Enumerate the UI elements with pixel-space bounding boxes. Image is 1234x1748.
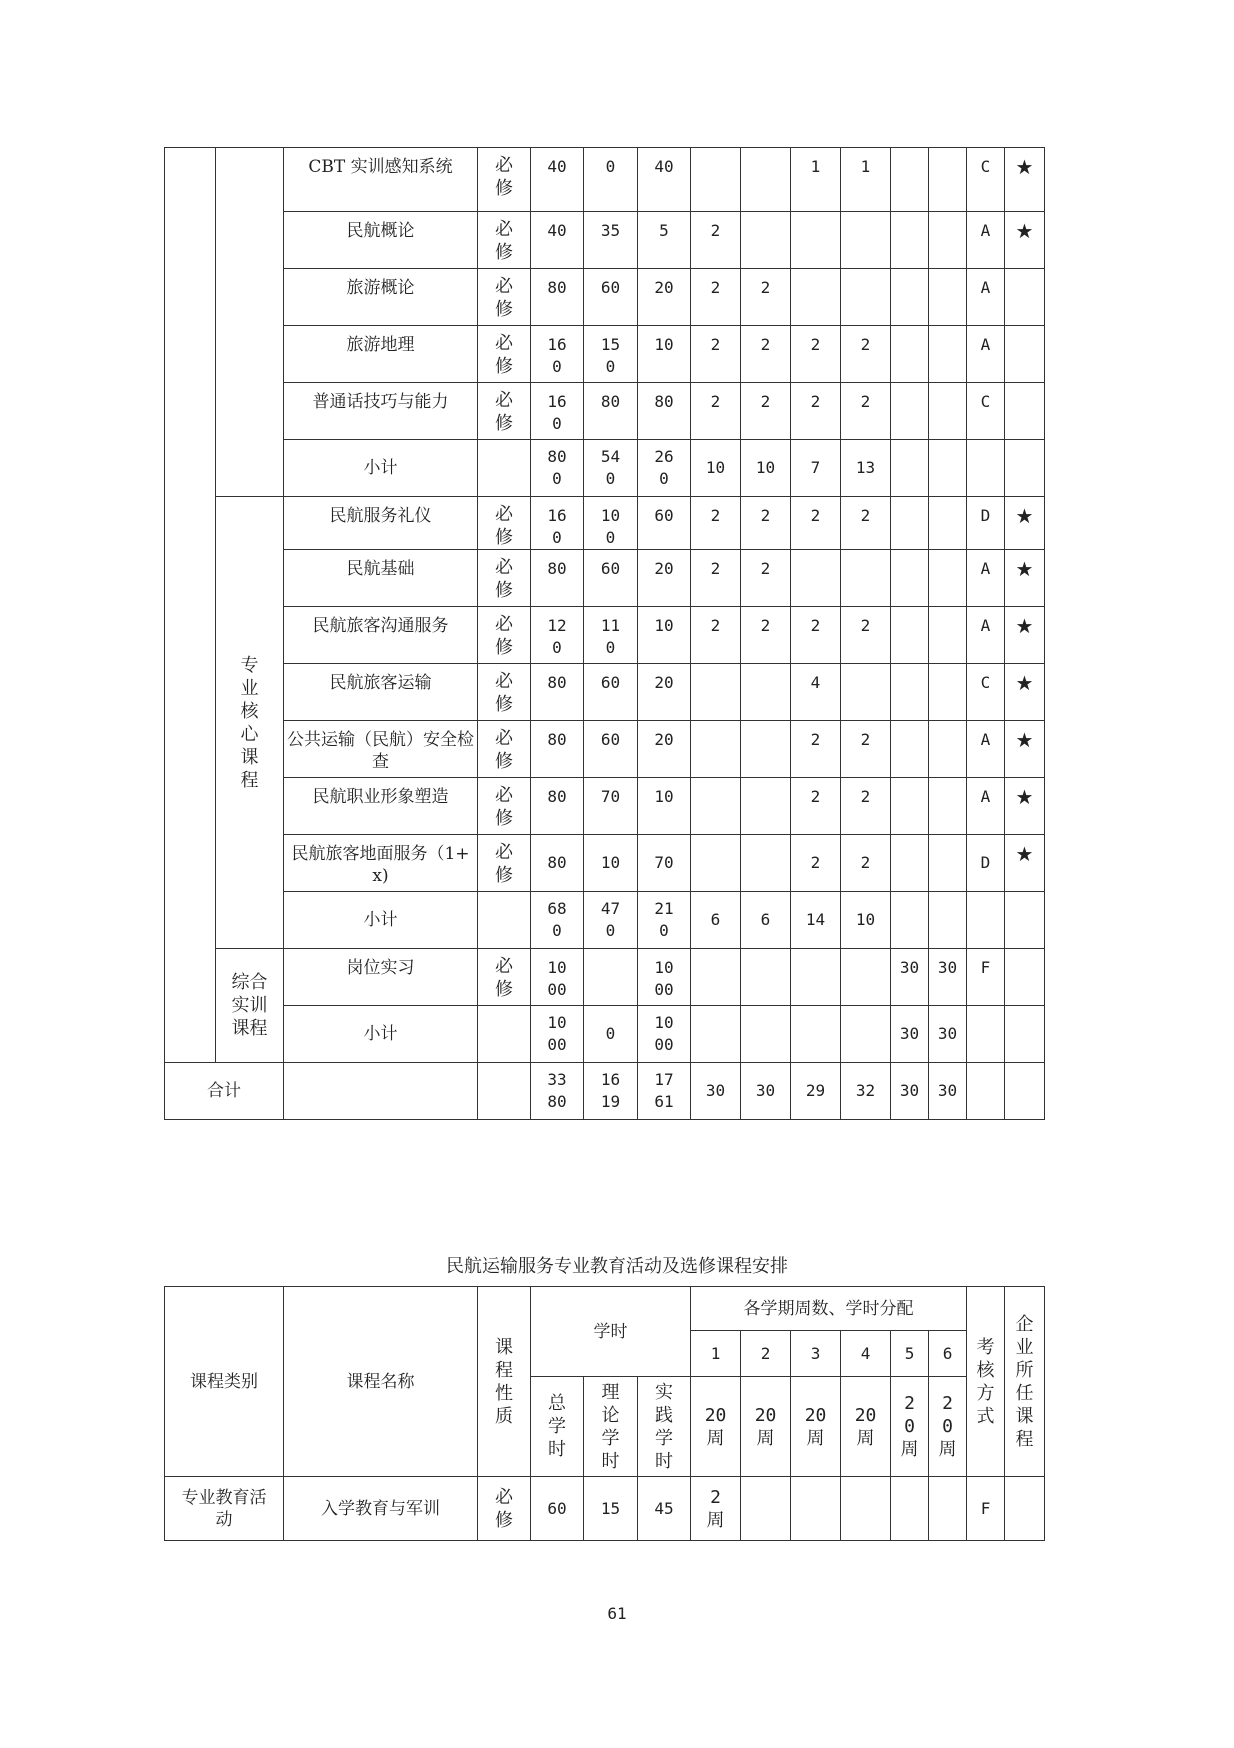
course-name: 民航旅客地面服务（1+x) xyxy=(284,835,478,892)
course-name: CBT 实训感知系统 xyxy=(284,148,478,212)
sem4: 1 xyxy=(841,148,891,212)
header-hours: 学时 xyxy=(531,1287,691,1377)
enterprise-star-icon: ★ xyxy=(1005,148,1045,212)
theory-hours: 10 xyxy=(584,835,638,892)
course-nature: 必修 xyxy=(478,835,531,892)
sem3: 2 xyxy=(791,835,841,892)
theory-hours: 10 0 xyxy=(584,497,638,550)
grand-total-label: 合计 xyxy=(165,1063,284,1120)
practice-hours: 60 xyxy=(638,497,691,550)
practice-hours: 40 xyxy=(638,148,691,212)
sem-weeks-2: 20周 xyxy=(741,1377,791,1477)
sem5 xyxy=(891,835,929,892)
course-nature: 必修 xyxy=(478,497,531,550)
grand-total-s6: 30 xyxy=(929,1063,967,1120)
enterprise-star-icon xyxy=(1005,949,1045,1006)
course-name: 岗位实习 xyxy=(284,949,478,1006)
grand-total-theory: 16 19 xyxy=(584,1063,638,1120)
total-hours: 80 xyxy=(531,664,584,721)
sem2 xyxy=(741,835,791,892)
sem1: 2 xyxy=(691,212,741,269)
subtotal-total-hours: 10 00 xyxy=(531,1006,584,1063)
enterprise-star-icon: ★ xyxy=(1005,721,1045,778)
theory-hours: 60 xyxy=(584,550,638,607)
course-nature: 必修 xyxy=(478,607,531,664)
practice-hours: 20 xyxy=(638,721,691,778)
enterprise-star-icon xyxy=(1005,1006,1045,1063)
course-nature: 必修 xyxy=(478,269,531,326)
enterprise-star-icon xyxy=(1005,892,1045,949)
exam-method: D xyxy=(967,497,1005,550)
sem3: 2 xyxy=(791,326,841,383)
course-nature: 必修 xyxy=(478,949,531,1006)
subtotal-sem3: 14 xyxy=(791,892,841,949)
sem6 xyxy=(929,835,967,892)
enterprise-star-icon: ★ xyxy=(1005,835,1045,892)
exam-method: A xyxy=(967,269,1005,326)
exam-method: A xyxy=(967,721,1005,778)
sem2: 2 xyxy=(741,326,791,383)
sem5 xyxy=(891,664,929,721)
course-nature: 必修 xyxy=(478,550,531,607)
sem2 xyxy=(741,778,791,835)
course-nature: 必修 xyxy=(478,148,531,212)
sem6 xyxy=(929,212,967,269)
course-name: 普通话技巧与能力 xyxy=(284,383,478,440)
sem4: 2 xyxy=(841,607,891,664)
sem2: 2 xyxy=(741,550,791,607)
sem-num-3: 3 xyxy=(791,1331,841,1377)
sem6 xyxy=(929,269,967,326)
subtotal-sem6 xyxy=(929,892,967,949)
grand-total-s5: 30 xyxy=(891,1063,929,1120)
activity-enterprise xyxy=(1005,1477,1045,1541)
sem4 xyxy=(841,664,891,721)
practice-hours: 70 xyxy=(638,835,691,892)
sem2 xyxy=(741,721,791,778)
sem-num-4: 4 xyxy=(841,1331,891,1377)
subtotal-practice-hours: 26 0 xyxy=(638,440,691,497)
sem1: 2 xyxy=(691,550,741,607)
group-cell xyxy=(216,148,284,497)
header-enterprise: 企业所任课程 xyxy=(1005,1287,1045,1477)
sem3: 2 xyxy=(791,721,841,778)
sem2 xyxy=(741,212,791,269)
sem5 xyxy=(891,778,929,835)
theory-hours: 60 xyxy=(584,269,638,326)
exam-method: C xyxy=(967,148,1005,212)
subtotal-exam-method xyxy=(967,440,1005,497)
theory-hours: 60 xyxy=(584,664,638,721)
subtotal-exam-method xyxy=(967,1006,1005,1063)
subtotal-sem1: 10 xyxy=(691,440,741,497)
sem4: 2 xyxy=(841,326,891,383)
activity-theory: 15 xyxy=(584,1477,638,1541)
enterprise-star-icon xyxy=(1005,383,1045,440)
theory-hours xyxy=(584,949,638,1006)
subtotal-total-hours: 80 0 xyxy=(531,440,584,497)
course-nature xyxy=(478,1006,531,1063)
enterprise-star-icon xyxy=(1005,326,1045,383)
sem5 xyxy=(891,383,929,440)
sem3: 2 xyxy=(791,383,841,440)
course-name: 民航基础 xyxy=(284,550,478,607)
exam-method: A xyxy=(967,550,1005,607)
subtotal-sem5 xyxy=(891,440,929,497)
sem6: 30 xyxy=(929,949,967,1006)
total-hours: 80 xyxy=(531,269,584,326)
course-name: 旅游概论 xyxy=(284,269,478,326)
theory-hours: 80 xyxy=(584,383,638,440)
sem1: 2 xyxy=(691,383,741,440)
header-category: 课程类别 xyxy=(165,1287,284,1477)
table-caption: 民航运输服务专业教育活动及选修课程安排 xyxy=(446,1256,788,1277)
total-hours: 16 0 xyxy=(531,383,584,440)
sem3: 2 xyxy=(791,607,841,664)
total-hours: 16 0 xyxy=(531,497,584,550)
grand-total-practice: 17 61 xyxy=(638,1063,691,1120)
sem3: 4 xyxy=(791,664,841,721)
course-nature: 必修 xyxy=(478,326,531,383)
exam-method: C xyxy=(967,383,1005,440)
total-hours: 80 xyxy=(531,721,584,778)
sem1: 2 xyxy=(691,607,741,664)
subtotal-label: 小计 xyxy=(284,1006,478,1063)
group-label-core: 专业核心课程 xyxy=(216,497,284,949)
grand-total-s3: 29 xyxy=(791,1063,841,1120)
subtotal-theory-hours: 54 0 xyxy=(584,440,638,497)
sem5 xyxy=(891,212,929,269)
sem2: 2 xyxy=(741,607,791,664)
sem2 xyxy=(741,148,791,212)
subtotal-sem4: 10 xyxy=(841,892,891,949)
total-hours: 12 0 xyxy=(531,607,584,664)
grand-total-s1: 30 xyxy=(691,1063,741,1120)
sem1: 2 xyxy=(691,269,741,326)
practice-hours: 80 xyxy=(638,383,691,440)
header-semesters: 各学期周数、学时分配 xyxy=(691,1287,967,1331)
enterprise-star-icon: ★ xyxy=(1005,550,1045,607)
activity-total: 60 xyxy=(531,1477,584,1541)
total-hours: 80 xyxy=(531,778,584,835)
activity-sem4 xyxy=(841,1477,891,1541)
practice-hours: 10 xyxy=(638,778,691,835)
subtotal-total-hours: 68 0 xyxy=(531,892,584,949)
activity-sem6 xyxy=(929,1477,967,1541)
theory-hours: 70 xyxy=(584,778,638,835)
sem6 xyxy=(929,721,967,778)
total-hours: 40 xyxy=(531,148,584,212)
sem4 xyxy=(841,550,891,607)
course-nature: 必修 xyxy=(478,721,531,778)
course-nature: 必修 xyxy=(478,383,531,440)
activity-sem1: 2周 xyxy=(691,1477,741,1541)
practice-hours: 20 xyxy=(638,664,691,721)
sem2 xyxy=(741,949,791,1006)
sem6 xyxy=(929,550,967,607)
sem3: 2 xyxy=(791,497,841,550)
sem1 xyxy=(691,778,741,835)
theory-hours: 60 xyxy=(584,721,638,778)
sem6 xyxy=(929,326,967,383)
subtotal-sem2 xyxy=(741,1006,791,1063)
subtotal-sem5 xyxy=(891,892,929,949)
enterprise-star-icon xyxy=(1005,269,1045,326)
sem6 xyxy=(929,664,967,721)
header-total-hours: 总学时 xyxy=(531,1377,584,1477)
exam-method: A xyxy=(967,607,1005,664)
activity-sem3 xyxy=(791,1477,841,1541)
course-nature xyxy=(478,892,531,949)
subtotal-sem4 xyxy=(841,1006,891,1063)
sem2 xyxy=(741,664,791,721)
activity-category: 专业教育活动 xyxy=(165,1477,284,1541)
sem4 xyxy=(841,949,891,1006)
activity-nature: 必修 xyxy=(478,1477,531,1541)
exam-method: A xyxy=(967,212,1005,269)
total-hours: 16 0 xyxy=(531,326,584,383)
sem-weeks-4: 20周 xyxy=(841,1377,891,1477)
grand-total-exam xyxy=(967,1063,1005,1120)
sem3: 2 xyxy=(791,778,841,835)
sem-weeks-1: 20周 xyxy=(691,1377,741,1477)
sem2: 2 xyxy=(741,497,791,550)
header-course-name: 课程名称 xyxy=(284,1287,478,1477)
enterprise-star-icon: ★ xyxy=(1005,212,1045,269)
sem6 xyxy=(929,607,967,664)
exam-method: F xyxy=(967,949,1005,1006)
header-exam: 考核方式 xyxy=(967,1287,1005,1477)
subtotal-sem5: 30 xyxy=(891,1006,929,1063)
activity-table xyxy=(164,1286,1045,1541)
exam-method: A xyxy=(967,778,1005,835)
sem5 xyxy=(891,607,929,664)
sem3 xyxy=(791,949,841,1006)
enterprise-star-icon: ★ xyxy=(1005,497,1045,550)
sem1 xyxy=(691,835,741,892)
grand-total-nature xyxy=(478,1063,531,1120)
course-name: 民航职业形象塑造 xyxy=(284,778,478,835)
sem1 xyxy=(691,721,741,778)
sem5 xyxy=(891,721,929,778)
sem3: 1 xyxy=(791,148,841,212)
exam-method: D xyxy=(967,835,1005,892)
sem-weeks-6: 20周 xyxy=(929,1377,967,1477)
subtotal-sem1 xyxy=(691,1006,741,1063)
sem-weeks-3: 20周 xyxy=(791,1377,841,1477)
sem3 xyxy=(791,212,841,269)
subtotal-label: 小计 xyxy=(284,440,478,497)
sem4 xyxy=(841,212,891,269)
activity-name: 入学教育与军训 xyxy=(284,1477,478,1541)
subtotal-sem2: 10 xyxy=(741,440,791,497)
practice-hours: 20 xyxy=(638,269,691,326)
page-number: 61 xyxy=(607,1604,627,1623)
subtotal-exam-method xyxy=(967,892,1005,949)
course-table-continued xyxy=(164,147,1045,1120)
sem1: 2 xyxy=(691,497,741,550)
sem6 xyxy=(929,497,967,550)
grand-total-s4: 32 xyxy=(841,1063,891,1120)
course-name: 民航旅客沟通服务 xyxy=(284,607,478,664)
sem5 xyxy=(891,269,929,326)
sem5 xyxy=(891,550,929,607)
sem5 xyxy=(891,326,929,383)
course-name: 公共运输（民航）安全检查 xyxy=(284,721,478,778)
practice-hours: 10 00 xyxy=(638,949,691,1006)
course-name: 民航概论 xyxy=(284,212,478,269)
sem4: 2 xyxy=(841,721,891,778)
grand-total-s2: 30 xyxy=(741,1063,791,1120)
total-hours: 80 xyxy=(531,550,584,607)
subtotal-practice-hours: 21 0 xyxy=(638,892,691,949)
sem3 xyxy=(791,550,841,607)
sem-num-6: 6 xyxy=(929,1331,967,1377)
subtotal-theory-hours: 47 0 xyxy=(584,892,638,949)
header-course-nature: 课程性质 xyxy=(478,1287,531,1477)
subtotal-sem3 xyxy=(791,1006,841,1063)
group-label-training: 综合实训课程 xyxy=(216,949,284,1063)
total-hours: 10 00 xyxy=(531,949,584,1006)
total-hours: 40 xyxy=(531,212,584,269)
course-name: 旅游地理 xyxy=(284,326,478,383)
course-nature: 必修 xyxy=(478,778,531,835)
sem4: 2 xyxy=(841,778,891,835)
theory-hours: 11 0 xyxy=(584,607,638,664)
sem4 xyxy=(841,269,891,326)
activity-practice: 45 xyxy=(638,1477,691,1541)
practice-hours: 10 xyxy=(638,607,691,664)
enterprise-star-icon: ★ xyxy=(1005,607,1045,664)
sem-num-5: 5 xyxy=(891,1331,929,1377)
sem5 xyxy=(891,497,929,550)
grand-total-star xyxy=(1005,1063,1045,1120)
sem6 xyxy=(929,778,967,835)
sem1 xyxy=(691,949,741,1006)
course-nature: 必修 xyxy=(478,212,531,269)
sem-num-2: 2 xyxy=(741,1331,791,1377)
enterprise-star-icon: ★ xyxy=(1005,664,1045,721)
exam-method: C xyxy=(967,664,1005,721)
sem-weeks-5: 20周 xyxy=(891,1377,929,1477)
grand-total-name xyxy=(284,1063,478,1120)
practice-hours: 10 xyxy=(638,326,691,383)
subtotal-sem6: 30 xyxy=(929,1006,967,1063)
course-nature xyxy=(478,440,531,497)
practice-hours: 20 xyxy=(638,550,691,607)
exam-method: A xyxy=(967,326,1005,383)
sem2: 2 xyxy=(741,269,791,326)
sem-num-1: 1 xyxy=(691,1331,741,1377)
sem4: 2 xyxy=(841,383,891,440)
sem1 xyxy=(691,148,741,212)
sem4: 2 xyxy=(841,835,891,892)
header-theory-hours: 理论学时 xyxy=(584,1377,638,1477)
subtotal-sem6 xyxy=(929,440,967,497)
sem6 xyxy=(929,148,967,212)
activity-sem2 xyxy=(741,1477,791,1541)
sem3 xyxy=(791,269,841,326)
subtotal-sem2: 6 xyxy=(741,892,791,949)
subtotal-sem3: 7 xyxy=(791,440,841,497)
sem5 xyxy=(891,148,929,212)
theory-hours: 15 0 xyxy=(584,326,638,383)
activity-exam: F xyxy=(967,1477,1005,1541)
sem5: 30 xyxy=(891,949,929,1006)
sem2: 2 xyxy=(741,383,791,440)
category-cell xyxy=(165,148,216,1063)
practice-hours: 5 xyxy=(638,212,691,269)
sem1: 2 xyxy=(691,326,741,383)
activity-sem5 xyxy=(891,1477,929,1541)
subtotal-label: 小计 xyxy=(284,892,478,949)
course-table-body xyxy=(165,148,1045,1120)
header-practice-hours: 实践学时 xyxy=(638,1377,691,1477)
sem4: 2 xyxy=(841,497,891,550)
sem1 xyxy=(691,664,741,721)
total-hours: 80 xyxy=(531,835,584,892)
sem6 xyxy=(929,383,967,440)
course-nature: 必修 xyxy=(478,664,531,721)
course-name: 民航旅客运输 xyxy=(284,664,478,721)
subtotal-practice-hours: 10 00 xyxy=(638,1006,691,1063)
subtotal-sem1: 6 xyxy=(691,892,741,949)
enterprise-star-icon: ★ xyxy=(1005,778,1045,835)
subtotal-sem4: 13 xyxy=(841,440,891,497)
subtotal-theory-hours: 0 xyxy=(584,1006,638,1063)
theory-hours: 0 xyxy=(584,148,638,212)
enterprise-star-icon xyxy=(1005,440,1045,497)
theory-hours: 35 xyxy=(584,212,638,269)
course-name: 民航服务礼仪 xyxy=(284,497,478,550)
grand-total-total: 33 80 xyxy=(531,1063,584,1120)
